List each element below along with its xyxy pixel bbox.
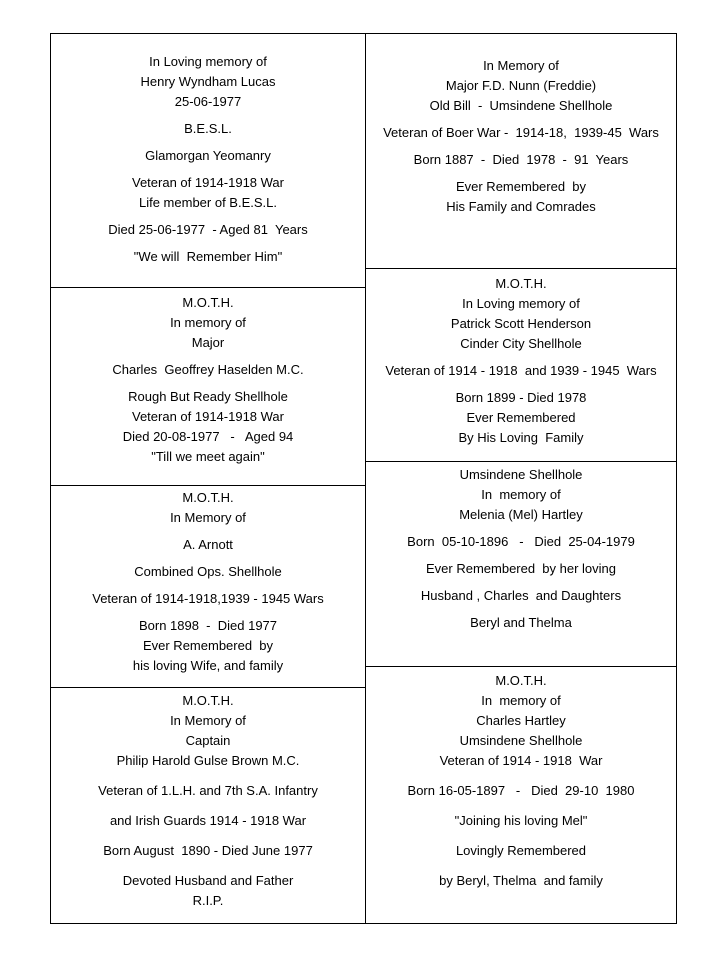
memorial-paragraph (366, 841, 676, 861)
memorial-line: In memory of (170, 315, 246, 330)
memorial-line: Veteran of 1914-1918 War (131, 175, 284, 190)
memorial-paragraph (366, 361, 676, 381)
memorial-line: B.E.S.L. (184, 121, 232, 136)
memorial-line: Major F.D. Nunn (Freddie) (445, 78, 597, 93)
memorial-line: Devoted Husband and Father (122, 873, 294, 888)
memorial-line: Born 05-10-1896 - Died 25-04-1979 (407, 534, 635, 549)
memorial-line: Rough But Ready Shellhole (128, 389, 288, 404)
memorial-line: "Joining his loving Mel" (454, 813, 588, 828)
memorial-paragraph (366, 56, 676, 116)
memorial-paragraph (51, 871, 365, 911)
memorial-register-page (50, 33, 677, 924)
memorial-line: "We will Remember Him" (133, 249, 283, 264)
memorial-paragraph (366, 781, 676, 801)
memorial-paragraph (366, 123, 676, 143)
memorial-line: Veteran of Boer War - 1914-18, 1939-45 Wars (383, 125, 659, 140)
memorial-paragraph (51, 220, 365, 240)
memorial-entry-charles-hartley (366, 667, 676, 923)
right-column (365, 34, 676, 923)
memorial-line: Umsindene Shellhole (459, 733, 583, 748)
memorial-paragraph (366, 811, 676, 831)
memorial-paragraph (51, 691, 365, 771)
memorial-paragraph (366, 274, 676, 354)
memorial-line: Veteran of 1914 - 1918 War (439, 753, 603, 768)
memorial-line: 25-06-1977 (174, 94, 242, 109)
memorial-line: Veteran of 1914 - 1918 and 1939 - 1945 Wars (385, 363, 657, 378)
memorial-line: Glamorgan Yeomanry (145, 148, 271, 163)
memorial-line: Born 16-05-1897 - Died 29-10 1980 (407, 783, 635, 798)
memorial-paragraph (366, 177, 676, 217)
memorial-paragraph (51, 360, 365, 380)
memorial-entry-philip-brown (51, 688, 365, 923)
memorial-line: Ever Remembered (466, 410, 576, 425)
memorial-paragraph (51, 562, 365, 582)
memorial-line: A. Arnott (183, 537, 233, 552)
memorial-entry-fd-nunn (366, 34, 676, 269)
memorial-line: In Loving memory of (149, 54, 267, 69)
memorial-line: Ever Remembered by her loving (425, 561, 617, 576)
memorial-line: In Loving memory of (462, 296, 580, 311)
memorial-paragraph (366, 532, 676, 552)
memorial-line: Born 1898 - Died 1977 (138, 618, 278, 633)
memorial-line: In memory of (481, 693, 561, 708)
memorial-line: Cinder City Shellhole (460, 336, 582, 351)
memorial-line: In Memory of (170, 510, 246, 525)
memorial-paragraph (366, 559, 676, 579)
memorial-line: his loving Wife, and family (132, 658, 284, 673)
memorial-entry-a-arnott (51, 486, 365, 688)
memorial-line: Charles Geoffrey Haselden M.C. (112, 362, 304, 377)
memorial-paragraph (51, 387, 365, 467)
memorial-paragraph (51, 173, 365, 213)
memorial-line: Ever Remembered by (455, 179, 587, 194)
memorial-paragraph (366, 613, 676, 633)
memorial-paragraph (51, 146, 365, 166)
memorial-line: Captain (185, 733, 231, 748)
memorial-line: M.O.T.H. (495, 673, 547, 688)
memorial-paragraph (51, 616, 365, 676)
memorial-line: Died 20-08-1977 - Aged 94 (122, 429, 294, 444)
memorial-line: His Family and Comrades (446, 199, 596, 214)
memorial-line: Patrick Scott Henderson (450, 316, 592, 331)
memorial-paragraph (366, 465, 676, 525)
memorial-paragraph (51, 781, 365, 801)
memorial-entry-melenia-hartley (366, 462, 676, 667)
memorial-entry-patrick-henderson (366, 269, 676, 462)
memorial-paragraph (366, 586, 676, 606)
memorial-paragraph (51, 119, 365, 139)
memorial-line: M.O.T.H. (182, 295, 234, 310)
memorial-line: by Beryl, Thelma and family (439, 873, 603, 888)
memorial-line: Husband , Charles and Daughters (420, 588, 622, 603)
memorial-line: In memory of (481, 487, 561, 502)
memorial-paragraph (366, 150, 676, 170)
memorial-line: By His Loving Family (458, 430, 584, 445)
memorial-line: Lovingly Remembered (455, 843, 587, 858)
memorial-line: Beryl and Thelma (470, 615, 572, 630)
memorial-paragraph (51, 589, 365, 609)
memorial-line: Life member of B.E.S.L. (138, 195, 277, 210)
memorial-paragraph (366, 388, 676, 448)
memorial-line: Born 1899 - Died 1978 (455, 390, 587, 405)
memorial-paragraph (366, 671, 676, 771)
memorial-line: Henry Wyndham Lucas (140, 74, 276, 89)
memorial-paragraph (51, 811, 365, 831)
memorial-line: M.O.T.H. (182, 693, 234, 708)
memorial-line: Major (191, 335, 225, 350)
memorial-line: Melenia (Mel) Hartley (459, 507, 583, 522)
memorial-paragraph (51, 52, 365, 112)
memorial-paragraph (51, 841, 365, 861)
memorial-line: and Irish Guards 1914 - 1918 War (109, 813, 307, 828)
memorial-entry-henry-wyndham-lucas (51, 34, 365, 288)
memorial-line: Umsindene Shellhole (459, 467, 583, 482)
memorial-line: Charles Hartley (476, 713, 566, 728)
memorial-line: Veteran of 1914-1918 War (131, 409, 284, 424)
memorial-entry-charles-haselden (51, 288, 365, 486)
memorial-paragraph (51, 535, 365, 555)
memorial-line: "Till we meet again" (151, 449, 265, 464)
memorial-line: M.O.T.H. (182, 490, 234, 505)
memorial-line: Died 25-06-1977 - Aged 81 Years (108, 222, 308, 237)
memorial-line: Old Bill - Umsindene Shellhole (429, 98, 613, 113)
memorial-line: Born 1887 - Died 1978 - 91 Years (413, 152, 629, 167)
memorial-line: Combined Ops. Shellhole (134, 564, 282, 579)
memorial-paragraph (51, 293, 365, 353)
memorial-line: R.I.P. (192, 893, 224, 908)
left-column (51, 34, 365, 923)
memorial-line: M.O.T.H. (495, 276, 547, 291)
memorial-paragraph (366, 871, 676, 891)
memorial-line: Veteran of 1914-1918,1939 - 1945 Wars (92, 591, 324, 606)
memorial-line: Veteran of 1.L.H. and 7th S.A. Infantry (98, 783, 318, 798)
memorial-line: Philip Harold Gulse Brown M.C. (116, 753, 300, 768)
memorial-line: In Memory of (483, 58, 559, 73)
memorial-line: Born August 1890 - Died June 1977 (103, 843, 313, 858)
memorial-line: Ever Remembered by (142, 638, 274, 653)
memorial-paragraph (51, 488, 365, 528)
memorial-line: In Memory of (170, 713, 246, 728)
memorial-paragraph (51, 247, 365, 267)
